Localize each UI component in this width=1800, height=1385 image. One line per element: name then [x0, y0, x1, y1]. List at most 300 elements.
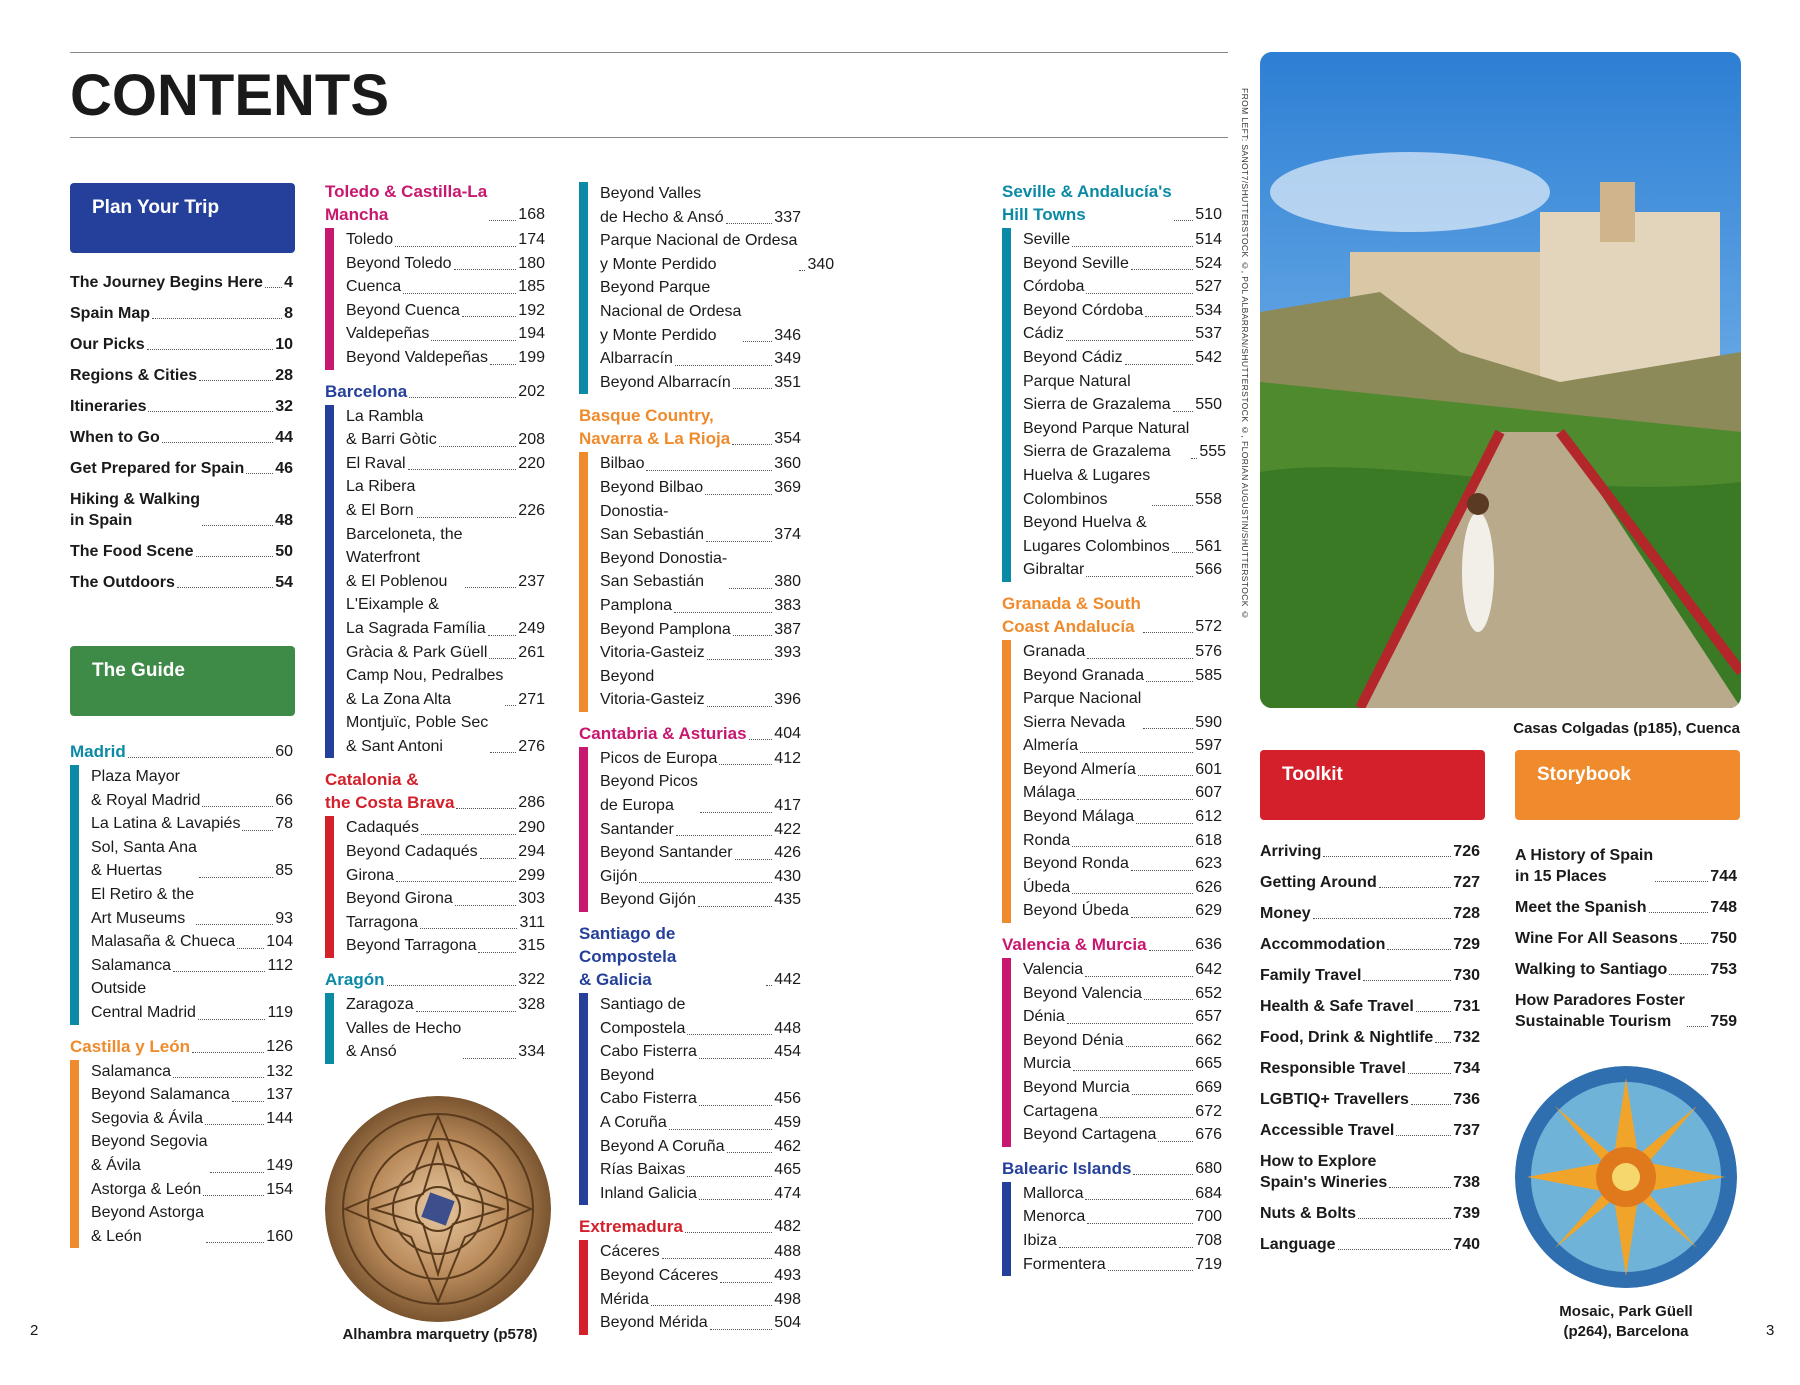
dot-leader	[710, 1329, 773, 1330]
region-title	[1002, 180, 1172, 226]
toc-entry	[600, 747, 801, 771]
dot-leader	[173, 1077, 264, 1078]
toc-entry-text	[346, 816, 419, 840]
plan-item-line: Hiking & Walking	[70, 491, 201, 508]
storybook-item-line: Walking to Santiago	[1515, 961, 1668, 978]
storybook-item-text	[1515, 990, 1685, 1032]
dot-leader	[408, 469, 517, 470]
dot-leader	[1143, 728, 1193, 729]
toc-entry	[1023, 1205, 1222, 1229]
toc-entry	[346, 911, 545, 935]
dot-leader	[1389, 1187, 1451, 1188]
toc-entry	[600, 1040, 801, 1064]
toolkit-item	[1260, 1203, 1480, 1224]
toolkit-item-text	[1260, 841, 1321, 862]
page-number: 576	[1195, 642, 1222, 660]
page-number: 448	[774, 1019, 801, 1037]
toc-entry-line: Toledo	[346, 231, 394, 248]
toc-entry	[91, 1083, 293, 1107]
toc-entry-line: Beyond Úbeda	[1023, 902, 1129, 920]
toc-entry	[1023, 275, 1222, 299]
toc-entry-line: Beyond Dénia	[1023, 1031, 1124, 1049]
toc-entry-line: Inland Galicia	[600, 1184, 697, 1202]
region-title-line: Santiago de Compostela	[579, 924, 677, 967]
toc-entry-line: Vitoria-Gasteiz	[600, 644, 705, 662]
toc-entry-text	[600, 182, 724, 229]
region-heading	[1002, 1157, 1222, 1180]
toc-entry-text	[1023, 958, 1083, 982]
toc-entry	[91, 930, 293, 954]
page-number: 334	[518, 1043, 545, 1061]
toc-entry-line: Mérida	[600, 1290, 649, 1308]
page-number: 430	[774, 867, 801, 885]
dot-leader	[206, 1242, 264, 1243]
dot-leader	[1066, 340, 1193, 341]
toc-entry-line: Beyond Gijón	[600, 891, 697, 909]
page-number: 168	[518, 206, 545, 223]
plan-item-text	[70, 489, 200, 531]
toc-entry-line: Tarragona	[346, 913, 419, 931]
toc-entry-text	[91, 1201, 204, 1248]
toc-entry-text	[600, 888, 696, 912]
toc-entry	[346, 252, 545, 276]
toolkit-item-text	[1260, 1058, 1406, 1079]
toc-entry	[91, 836, 293, 883]
toc-entry-text	[91, 836, 197, 883]
toc-entry	[1023, 1229, 1222, 1253]
toc-entry	[346, 641, 545, 665]
dot-leader	[1680, 943, 1708, 944]
toc-entry-line: La Latina & Lavapiés	[91, 815, 241, 833]
dot-leader	[1133, 1174, 1193, 1175]
plan-item	[70, 572, 293, 593]
toc-entry-text	[346, 252, 452, 276]
plan-item-text	[70, 427, 160, 448]
toc-entry-text	[600, 229, 797, 276]
dot-leader	[489, 220, 516, 221]
dot-leader	[1136, 823, 1193, 824]
toc-entry-line: & Huertas	[91, 862, 163, 880]
toolkit-list	[1260, 841, 1480, 1265]
toc-entry	[91, 1130, 293, 1177]
toc-entry-line: Colombinos	[1023, 490, 1108, 508]
toc-entry	[91, 812, 293, 836]
page-number: 119	[267, 1003, 293, 1021]
toc-entry	[600, 841, 801, 865]
region-heading	[325, 380, 545, 403]
toc-entry-line: Beyond Donostia-	[600, 549, 728, 567]
page-number: 149	[266, 1156, 293, 1174]
toc-entry-line: Beyond Albarracín	[600, 373, 731, 391]
dot-leader	[488, 635, 517, 636]
dot-leader	[1085, 1199, 1193, 1200]
toc-entry-text	[600, 1182, 697, 1206]
toolkit-item-line: Food, Drink & Nightlife	[1260, 1029, 1434, 1046]
page-number: 132	[266, 1062, 293, 1080]
toc-entry-line: Sierra Nevada	[1023, 713, 1126, 731]
toc-entry-text	[600, 594, 672, 618]
page-number: 744	[1710, 868, 1737, 885]
toolkit-item-line: Responsible Travel	[1260, 1060, 1406, 1077]
toc-entry-line: A Coruña	[600, 1114, 667, 1131]
toc-entry-line: Valdepeñas	[346, 325, 430, 343]
toc-entry-line: & El Poblenou	[346, 572, 448, 590]
toolkit-item-line: Accommodation	[1260, 936, 1386, 953]
toc-entry-line: Mallorca	[1023, 1184, 1084, 1202]
title-rule	[70, 137, 1228, 138]
page-number: 504	[774, 1314, 801, 1332]
region-title-line: Cantabria & Asturias	[579, 723, 747, 743]
toc-entry-line: Beyond Huelva &	[1023, 514, 1147, 532]
plan-item-text	[70, 334, 145, 355]
dot-leader	[456, 808, 516, 809]
dot-leader	[1358, 1218, 1451, 1219]
dot-leader	[646, 470, 772, 471]
region-title-line: Granada & South	[1002, 593, 1141, 613]
toc-entry-text	[91, 977, 196, 1024]
page-number: 728	[1453, 905, 1480, 922]
page-number: 493	[774, 1266, 801, 1284]
dot-leader	[687, 1034, 772, 1035]
toc-entry-text	[1023, 781, 1075, 805]
dot-leader	[409, 397, 516, 398]
dot-leader	[147, 349, 274, 350]
dot-leader	[799, 270, 805, 271]
toc-entry-line: Plaza Mayor	[91, 768, 180, 785]
guide-column-4	[1002, 180, 1227, 1286]
toc-entry-line: Donostia-	[600, 502, 669, 520]
page-number: 482	[774, 1218, 801, 1236]
toc-entry-text	[91, 1130, 208, 1177]
toolkit-item-line: Family Travel	[1260, 967, 1362, 984]
dot-leader	[639, 882, 772, 883]
region-entries	[1002, 1182, 1222, 1276]
toolkit-item-text	[1260, 1027, 1433, 1048]
toc-entry-text	[346, 299, 460, 323]
page-number: 623	[1195, 855, 1222, 873]
plan-item-text	[70, 572, 175, 593]
toc-entry-line: Dénia	[1023, 1008, 1065, 1026]
toc-entry-text	[1023, 1076, 1130, 1100]
toc-entry-text	[346, 641, 487, 665]
region-entries	[325, 993, 545, 1064]
plan-item	[70, 458, 293, 479]
dot-leader	[1669, 974, 1708, 975]
toc-entry-line: Beyond Salamanca	[91, 1086, 230, 1104]
dot-leader	[416, 1011, 517, 1012]
toc-entry-text	[346, 711, 488, 758]
plan-item	[70, 303, 293, 324]
region-entries	[579, 747, 801, 912]
toc-entry-text	[600, 1158, 685, 1182]
page-number: 44	[275, 429, 293, 446]
toc-entry	[600, 452, 801, 476]
page-number: 160	[266, 1227, 293, 1245]
toc-entry-line: Valencia	[1023, 961, 1084, 979]
toc-entry	[91, 1178, 293, 1202]
page-number: 174	[518, 231, 545, 248]
toc-entry-text	[600, 841, 733, 865]
page-number: 612	[1195, 808, 1222, 826]
page-number: 524	[1195, 254, 1222, 272]
toolkit-item-text	[1260, 996, 1414, 1017]
dot-leader	[674, 612, 772, 613]
dot-leader	[387, 985, 517, 986]
page-number: 144	[266, 1109, 293, 1127]
toolkit-item-line: Nuts & Bolts	[1260, 1205, 1356, 1222]
toc-entry-text	[346, 664, 503, 711]
toc-entry	[346, 1017, 545, 1064]
toc-entry	[91, 954, 293, 978]
toolkit-item-line: Health & Safe Travel	[1260, 998, 1414, 1015]
toc-entry-line: Beyond Córdoba	[1023, 301, 1144, 319]
toc-entry-line: La Ribera	[346, 478, 416, 496]
dot-leader	[1338, 1249, 1452, 1250]
toc-entry	[1023, 322, 1222, 346]
toc-entry-text	[346, 887, 453, 911]
region-section	[579, 922, 801, 1205]
page-number: 652	[1195, 984, 1222, 1002]
toc-entry-line: Córdoba	[1023, 278, 1085, 296]
page-number: 249	[518, 619, 545, 637]
toc-entry	[1023, 852, 1222, 876]
mosaic-caption-line-1: Mosaic, Park Güell	[1559, 1303, 1693, 1320]
toc-entry	[346, 593, 545, 640]
page-number: 748	[1710, 899, 1737, 916]
page-number: 78	[275, 815, 293, 833]
toc-entry-line: Cuenca	[346, 278, 402, 296]
toolkit-item	[1260, 1027, 1480, 1048]
dot-leader	[1158, 1141, 1193, 1142]
plan-item	[70, 427, 293, 448]
page-number: 672	[1195, 1102, 1222, 1120]
toolkit-item-line: Language	[1260, 1236, 1336, 1253]
toc-entry-text	[600, 1064, 697, 1111]
page-number: 498	[774, 1290, 801, 1308]
toc-entry-line: Bilbao	[600, 455, 645, 473]
region-entries	[579, 993, 801, 1205]
region-section	[1002, 933, 1222, 1147]
dot-leader	[173, 971, 265, 972]
page-number: 271	[518, 690, 545, 708]
region-entries	[1002, 640, 1222, 923]
toc-entry-text	[600, 276, 741, 347]
toc-entry-text	[346, 934, 476, 958]
plan-your-trip-list	[70, 272, 293, 603]
dot-leader	[192, 1052, 264, 1053]
toc-entry-line: Vitoria-Gasteiz	[600, 691, 705, 709]
dot-leader	[735, 859, 773, 860]
dot-leader	[1145, 316, 1193, 317]
toc-entry	[91, 1107, 293, 1131]
toc-entry-line: & Ansó	[346, 1043, 397, 1061]
toc-entry-line: Outside	[91, 980, 147, 998]
region-heading	[325, 768, 545, 814]
region-section	[325, 968, 545, 1064]
toc-entry-line: Compostela	[600, 1019, 686, 1037]
plan-item	[70, 365, 293, 386]
page-number: 226	[518, 501, 545, 519]
dot-leader	[1363, 980, 1451, 981]
dot-leader	[1100, 1117, 1194, 1118]
toc-entry-text	[91, 1060, 171, 1084]
region-section	[1002, 1157, 1222, 1276]
page-number: 636	[1195, 936, 1222, 954]
toc-entry	[1023, 511, 1222, 558]
page-number: 719	[1195, 1255, 1222, 1273]
region-section	[579, 404, 801, 712]
plan-item	[70, 334, 293, 355]
dot-leader	[199, 877, 273, 878]
dot-leader	[203, 1195, 264, 1196]
dot-leader	[1126, 1046, 1194, 1047]
toc-entry-line: Sierra de Grazalema	[1023, 443, 1171, 461]
toc-entry-text	[1023, 1100, 1098, 1124]
toc-entry-line: Cabo Fisterra	[600, 1043, 697, 1061]
page-number: 708	[1195, 1231, 1222, 1249]
toc-entry-text	[346, 864, 394, 888]
storybook-item-line: in 15 Places	[1515, 868, 1607, 885]
toc-entry	[346, 346, 545, 370]
region-title-line: Balearic Islands	[1002, 1158, 1132, 1178]
dot-leader	[490, 364, 516, 365]
toc-entry-text	[91, 1083, 230, 1107]
toolkit-item-text	[1260, 1234, 1336, 1255]
region-title	[579, 722, 747, 745]
toc-entry-line: Cabo Fisterra	[600, 1090, 697, 1108]
dot-leader	[198, 1019, 266, 1020]
toc-entry	[1023, 1052, 1222, 1076]
page-number: 426	[774, 844, 801, 862]
page-number: 700	[1195, 1208, 1222, 1226]
toc-entry	[600, 1064, 801, 1111]
toc-entry-text	[1023, 1229, 1057, 1253]
toc-entry	[346, 840, 545, 864]
toc-entry-line: El Raval	[346, 454, 406, 472]
dot-leader	[1408, 1073, 1451, 1074]
dot-leader	[1108, 1270, 1194, 1271]
plan-item	[70, 272, 293, 293]
toolkit-item-text	[1260, 903, 1311, 924]
toc-entry-text	[1023, 876, 1070, 900]
page-title: CONTENTS	[70, 63, 389, 128]
page-number: 662	[1195, 1031, 1222, 1049]
guide-column-1	[70, 740, 293, 1258]
plan-item-text	[70, 396, 146, 417]
dot-leader	[177, 587, 273, 588]
toc-entry	[600, 547, 801, 594]
storybook-item-text	[1515, 897, 1647, 918]
toolkit-item	[1260, 841, 1480, 862]
toc-entry-line: Lugares Colombinos	[1023, 537, 1170, 555]
dot-leader	[1174, 220, 1194, 221]
dot-leader	[720, 1282, 772, 1283]
toc-entry	[600, 594, 801, 618]
toc-entry-line: Formentera	[1023, 1255, 1106, 1273]
dot-leader	[1172, 552, 1194, 553]
toc-entry-text	[91, 954, 171, 978]
toc-entry-line: Beyond Almería	[1023, 760, 1136, 778]
dot-leader	[1146, 681, 1193, 682]
toc-entry	[346, 993, 545, 1017]
toolkit-item-line: Getting Around	[1260, 874, 1377, 891]
dot-leader	[1072, 246, 1193, 247]
page-number: 676	[1195, 1126, 1222, 1144]
page-number: 387	[774, 620, 801, 638]
toc-entry-line: Cáceres	[600, 1243, 660, 1261]
toc-entry-line: Girona	[346, 866, 395, 884]
dot-leader	[729, 588, 772, 589]
plan-item-text	[70, 272, 263, 293]
dot-leader	[676, 835, 772, 836]
dot-leader	[1072, 846, 1193, 847]
dot-leader	[1077, 799, 1193, 800]
page-number: 729	[1453, 936, 1480, 953]
page-number: 261	[518, 643, 545, 661]
toc-entry-line: Beyond Mérida	[600, 1314, 708, 1332]
dot-leader	[698, 906, 772, 907]
dot-leader	[478, 952, 516, 953]
toc-entry-text	[346, 593, 486, 640]
page-number-left: 2	[30, 1322, 39, 1339]
page-number: 286	[518, 794, 545, 812]
dot-leader	[403, 293, 516, 294]
dot-leader	[1131, 870, 1193, 871]
page-number: 346	[774, 326, 801, 344]
region-title-line: the Costa Brava	[325, 793, 455, 813]
region-title-line: Mancha	[325, 205, 389, 224]
toc-entry	[600, 500, 801, 547]
page-number: 629	[1195, 902, 1222, 920]
region-title	[1002, 1157, 1131, 1180]
dot-leader	[1085, 976, 1193, 977]
toc-entry-text	[91, 812, 240, 836]
toc-entry-text	[600, 371, 731, 395]
toolkit-item	[1260, 1089, 1480, 1110]
page-number: 684	[1195, 1184, 1222, 1202]
toc-entry-line: Almería	[1023, 737, 1079, 755]
toc-entry-line: Gràcia & Park Güell	[346, 643, 488, 661]
toc-entry	[600, 865, 801, 889]
park-guell-mosaic-image	[1515, 1066, 1737, 1288]
page-number: 601	[1195, 760, 1222, 778]
page-number: 202	[518, 382, 545, 400]
toc-entry-text	[600, 865, 637, 889]
toc-entry	[1023, 899, 1222, 923]
toolkit-item	[1260, 1234, 1480, 1255]
region-section	[579, 182, 835, 394]
page-number: 585	[1195, 666, 1222, 684]
toc-entry	[1023, 664, 1222, 688]
dot-leader	[152, 318, 282, 319]
dot-leader	[1131, 917, 1193, 918]
dot-leader	[1655, 881, 1708, 882]
dot-leader	[246, 473, 273, 474]
storybook-item-line: Wine For All Seasons	[1515, 930, 1678, 947]
toc-entry-text	[1023, 1253, 1106, 1277]
dot-leader	[766, 985, 772, 986]
toc-entry-line: & Royal Madrid	[91, 791, 201, 809]
toc-entry-line: Parque Nacional de Ordesa	[600, 232, 798, 250]
dot-leader	[1144, 999, 1193, 1000]
page-number: 665	[1195, 1055, 1222, 1073]
region-title-line: Madrid	[70, 742, 126, 761]
plan-item-line: The Food Scene	[70, 543, 194, 560]
toc-entry-line: La Sagrada Família	[346, 619, 486, 637]
dot-leader	[1131, 269, 1193, 270]
toolkit-item	[1260, 965, 1480, 986]
region-section	[325, 180, 545, 370]
